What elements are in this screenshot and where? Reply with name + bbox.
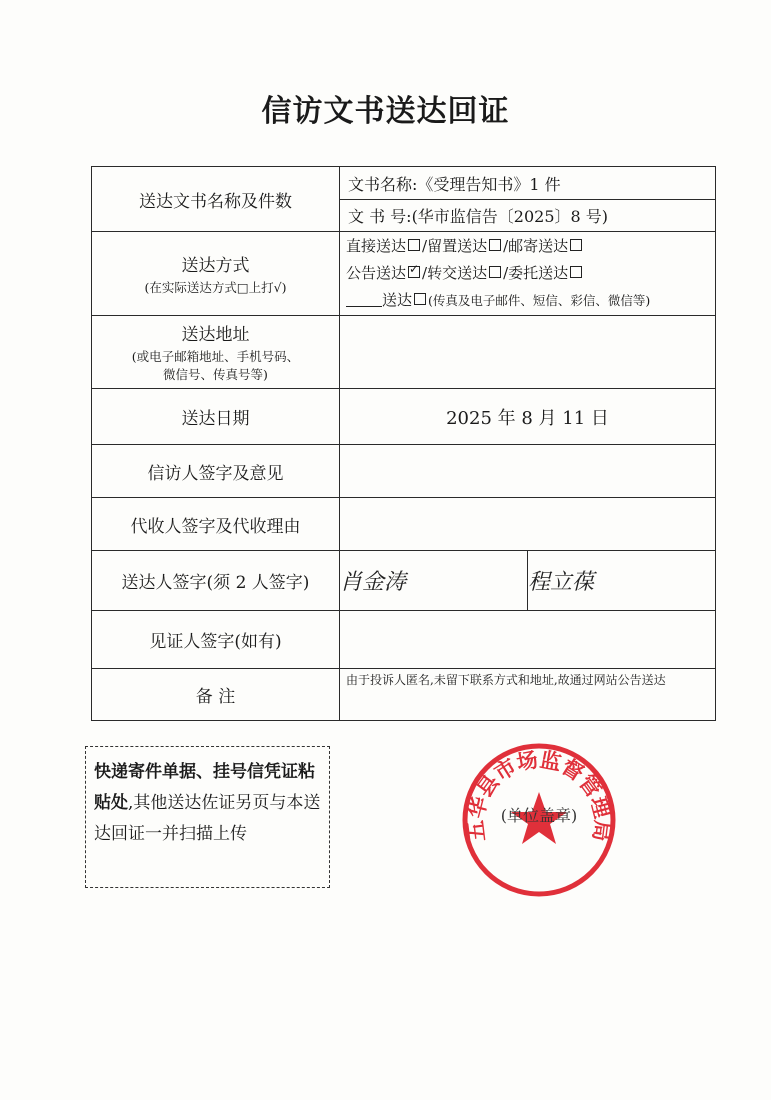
witness-value[interactable] xyxy=(340,611,716,669)
row-remark xyxy=(92,669,716,721)
proxy-value[interactable] xyxy=(340,498,716,551)
row-address xyxy=(92,316,716,389)
address-value[interactable] xyxy=(340,316,716,389)
address-label: 送达地址 xyxy=(181,325,250,345)
page-title: 信访文书送达回证 xyxy=(261,94,510,129)
row-deliverer xyxy=(92,551,716,611)
witness-label: 见证人签字(如有) xyxy=(92,611,340,669)
checkbox-announce-checked[interactable] xyxy=(408,266,420,278)
row-proxy xyxy=(92,498,716,551)
method-label-cell xyxy=(92,232,340,316)
method-line-3 xyxy=(340,287,715,314)
checkbox-mail[interactable] xyxy=(570,239,582,251)
petitioner-label: 信访人签字及意见 xyxy=(92,445,340,498)
method-line-1 xyxy=(340,233,715,260)
option-mail: /邮寄送达 xyxy=(503,237,569,255)
doc-name-values xyxy=(340,168,715,231)
option-retain: /留置送达 xyxy=(422,237,488,255)
petitioner-value[interactable] xyxy=(340,445,716,498)
doc-name-line: 文书名称:《受理告知书》1 件 xyxy=(340,168,715,200)
proxy-label: 代收人签字及代收理由 xyxy=(92,498,340,551)
deliverer-signature-2: 程立葆 xyxy=(528,551,716,611)
row-date xyxy=(92,389,716,445)
checkbox-other[interactable] xyxy=(414,293,426,305)
row-petitioner xyxy=(92,445,716,498)
option-entrust: /委托送达 xyxy=(503,264,569,282)
method-sub-label: (在实际送达方式□上打√) xyxy=(144,279,287,295)
checkbox-direct[interactable] xyxy=(408,239,420,251)
deliverer-label: 送达人签字(须 2 人签字) xyxy=(92,551,340,611)
option-announce: 公告送达 xyxy=(346,264,407,282)
date-label: 送达日期 xyxy=(92,389,340,445)
address-label-cell xyxy=(92,316,340,389)
method-options xyxy=(340,232,716,316)
option-direct: 直接送达 xyxy=(346,237,407,255)
date-value: 2025 年 8 月 11 日 xyxy=(340,389,716,445)
option-other-note: (传真及电子邮件、短信、彩信、微信等) xyxy=(428,293,651,308)
attachment-rest-text: ,其他送达佐证另页与本送达回证一并扫描上传 xyxy=(94,793,321,844)
row-witness xyxy=(92,611,716,669)
method-blank-field[interactable] xyxy=(346,292,382,307)
checkbox-transfer[interactable] xyxy=(489,266,501,278)
row-doc-name xyxy=(92,167,716,232)
delivery-receipt-table xyxy=(91,166,716,721)
seal-label: (单位盖章) xyxy=(500,806,578,825)
address-sub-label-1: (或电子邮箱地址、手机号码、 xyxy=(131,349,300,364)
doc-number-line: 文 书 号:(华市监信告〔2025〕8 号) xyxy=(348,206,609,226)
checkbox-entrust[interactable] xyxy=(570,266,582,278)
address-sub-label-2: 微信号、传真号等) xyxy=(163,367,268,382)
method-label: 送达方式 xyxy=(181,255,250,276)
remark-value: 由于投诉人匿名,未留下联系方式和地址,故通过网站公告送达 xyxy=(340,669,716,721)
row-method xyxy=(92,232,716,316)
method-line-2 xyxy=(340,260,715,287)
attachment-paste-area xyxy=(85,746,330,888)
option-transfer: /转交送达 xyxy=(422,264,488,282)
remark-label: 备 注 xyxy=(92,669,340,721)
checkbox-retain[interactable] xyxy=(489,239,501,251)
deliverer-signature-1: 肖金涛 xyxy=(340,551,528,611)
doc-name-label: 送达文书名称及件数 xyxy=(92,167,340,232)
attachment-bold-text: 快递寄件单据、挂号信凭证粘贴处 xyxy=(94,762,315,813)
seal-org-text: 五华县市场监督管理局 xyxy=(463,747,615,843)
option-other: 送达 xyxy=(382,291,413,309)
